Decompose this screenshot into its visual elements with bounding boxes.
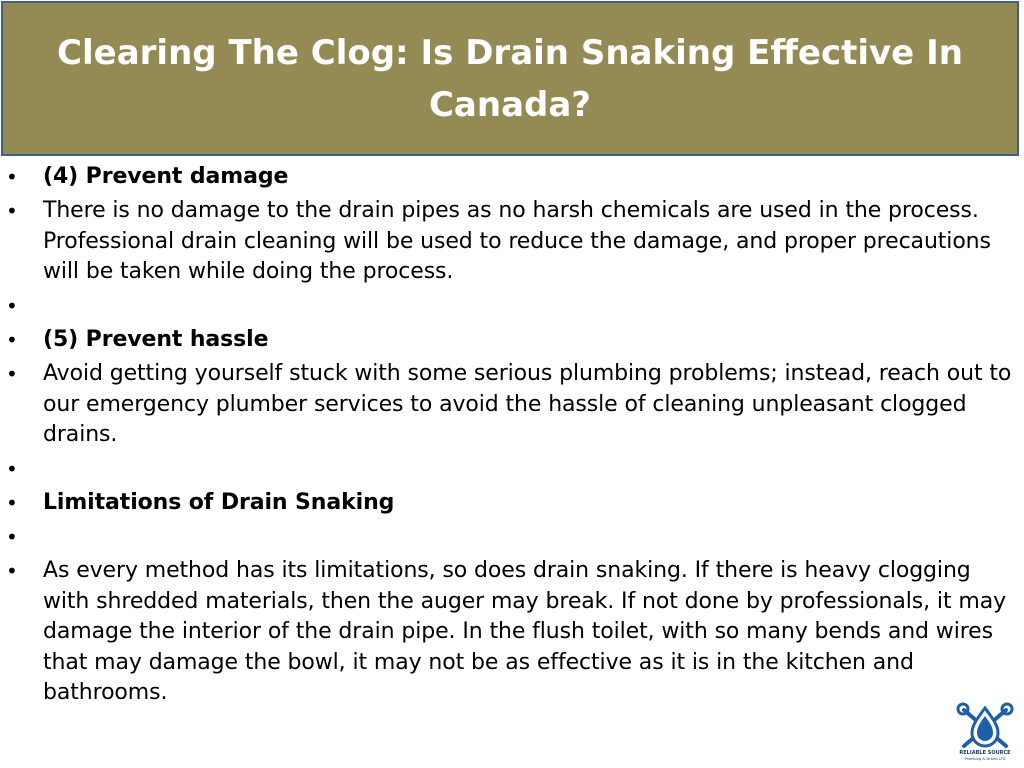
bullet-text: (5) Prevent hassle <box>43 327 269 352</box>
bullet-dot-icon: • <box>6 457 18 481</box>
bullet-item <box>0 522 1012 553</box>
bullet-item <box>0 291 1012 322</box>
bullet-text: As every method has its limitations, so does drain snaking. If there is heavy clogging with shredded materials, then the auger may break. If not done by professionals, it may damage the interior of the drain pipe. In the flush toilet, with so many bends and wires that may damage the bowl, it may not be as effective as it is in the kitchen and bathrooms. <box>43 558 1006 705</box>
bullet-item <box>0 359 1012 451</box>
bullet-item <box>0 556 1012 709</box>
bullet-item <box>0 454 1012 485</box>
plumbing-logo-icon <box>954 702 1016 764</box>
bullet-item <box>0 196 1012 288</box>
bullet-dot-icon: • <box>6 559 18 583</box>
bullet-text: Limitations of Drain Snaking <box>43 490 395 515</box>
bullet-dot-icon: • <box>6 328 18 352</box>
bullet-item <box>0 488 1012 519</box>
bullet-text: (4) Prevent damage <box>43 164 289 189</box>
logo-line1: RELIABLE SOURCE <box>959 750 1011 756</box>
bullet-dot-icon: • <box>6 525 18 549</box>
slide-title: Clearing The Clog: Is Drain Snaking Effective In Canada? <box>57 32 963 125</box>
bullet-dot-icon: • <box>6 491 18 515</box>
bullet-text: Avoid getting yourself stuck with some serious plumbing problems; instead, reach out to our emergency plumber services to avoid the hassle of cleaning unpleasant clogged drains. <box>43 361 1012 447</box>
slide-content <box>0 162 1012 712</box>
bullet-dot-icon: • <box>6 362 18 386</box>
bullet-dot-icon: • <box>6 294 18 318</box>
title-bar <box>1 1 1019 156</box>
bullet-dot-icon: • <box>6 199 18 223</box>
bullet-item <box>0 325 1012 356</box>
bullet-text: There is no damage to the drain pipes as no harsh chemicals are used in the process. Professional drain cleaning will be used to reduce the damage, and proper precautions will be taken while doing the process. <box>43 198 991 284</box>
bullet-dot-icon: • <box>6 165 18 189</box>
logo-line2: Plumbing & Drains LTD <box>964 757 1006 761</box>
bullet-item <box>0 162 1012 193</box>
bullet-list <box>0 162 1012 709</box>
